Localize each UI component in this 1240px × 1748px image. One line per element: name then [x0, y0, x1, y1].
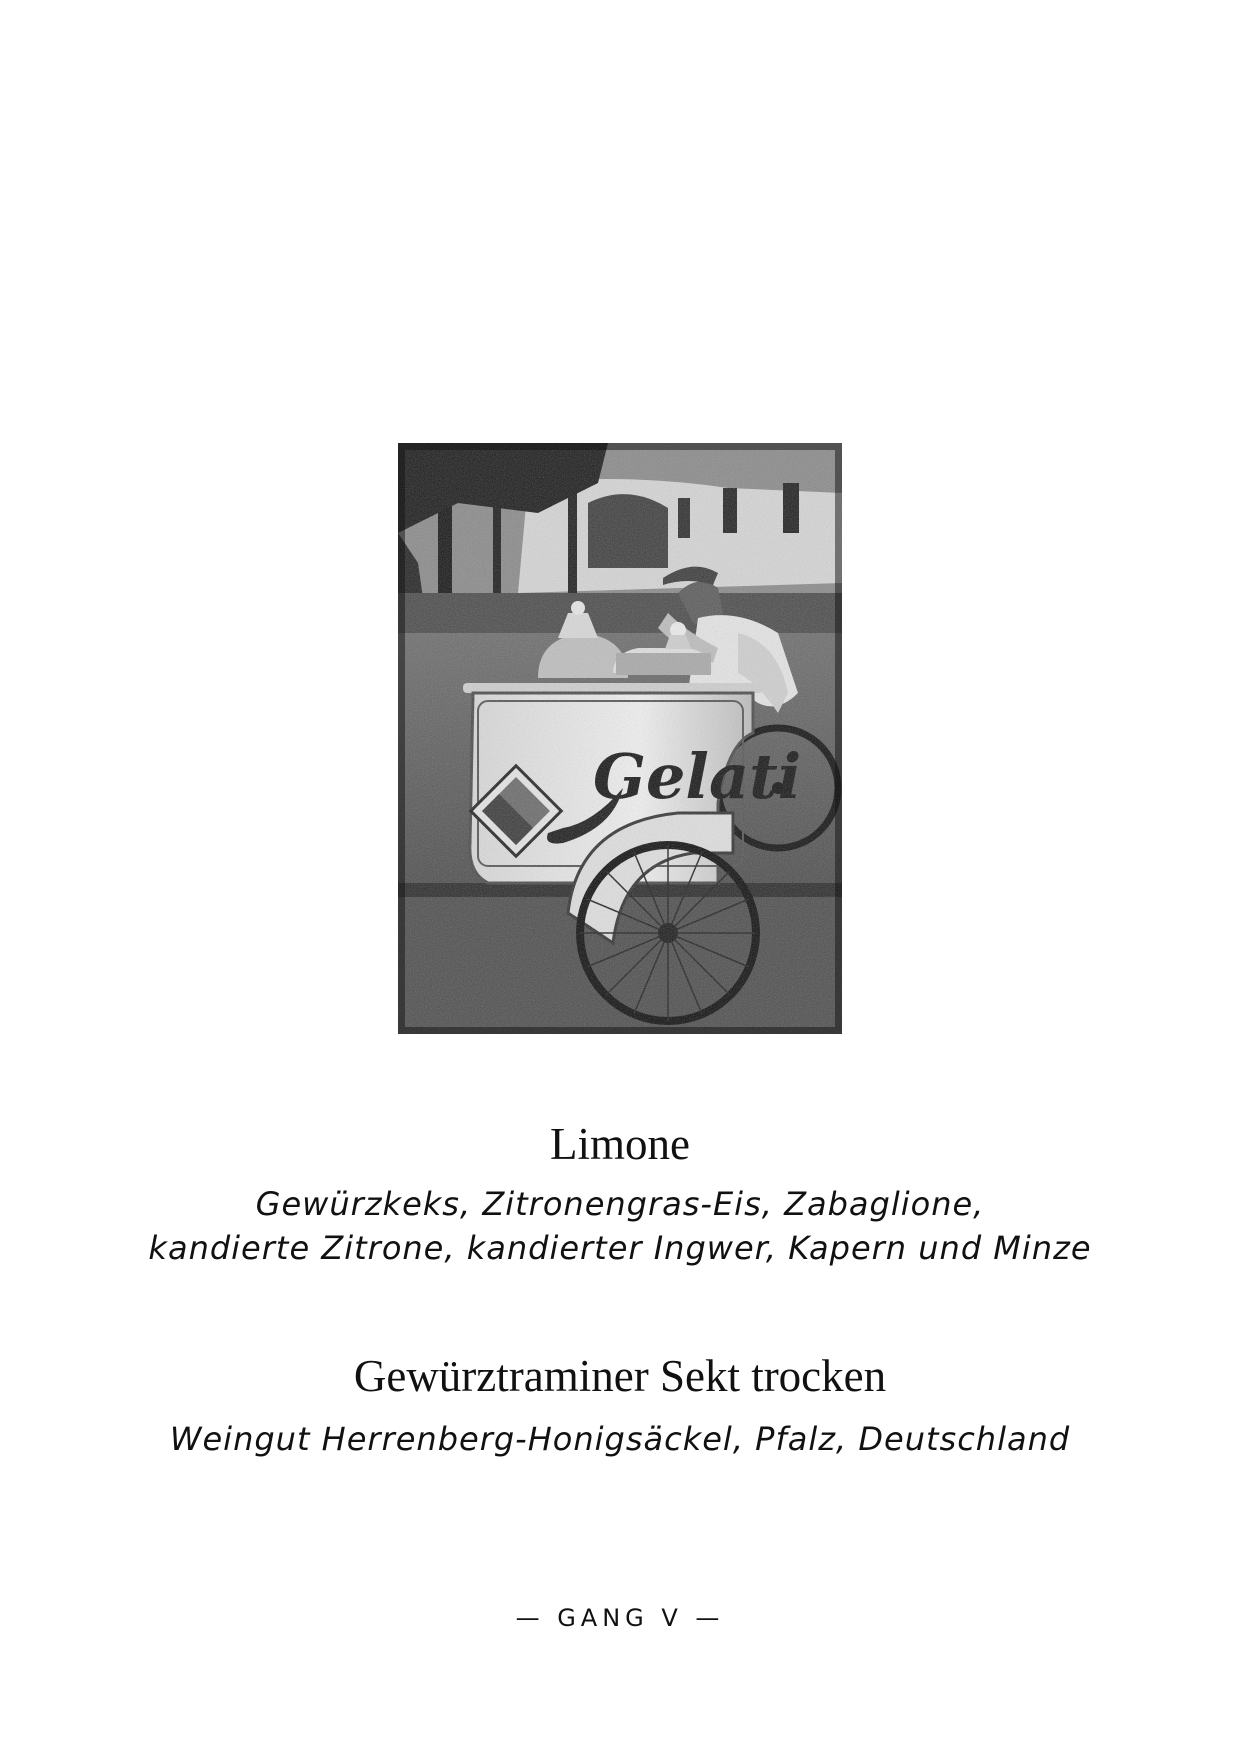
dish-description-line-2: kandierte Zitrone, kandierter Ingwer, Kapern und Minze [148, 1229, 1092, 1267]
ice-cream-cart-photo [398, 443, 842, 1034]
dish-title: Limone [550, 1119, 690, 1169]
photo-icon [398, 443, 842, 1034]
course-label: — GANG V — [515, 1604, 725, 1632]
wine-origin: Weingut Herrenberg-Honigsäckel, Pfalz, Deutschland [169, 1420, 1071, 1458]
wine-title: Gewürztraminer Sekt trocken [353, 1351, 887, 1401]
dish-description-line-1: Gewürzkeks, Zitronengras-Eis, Zabaglione, [255, 1185, 985, 1223]
